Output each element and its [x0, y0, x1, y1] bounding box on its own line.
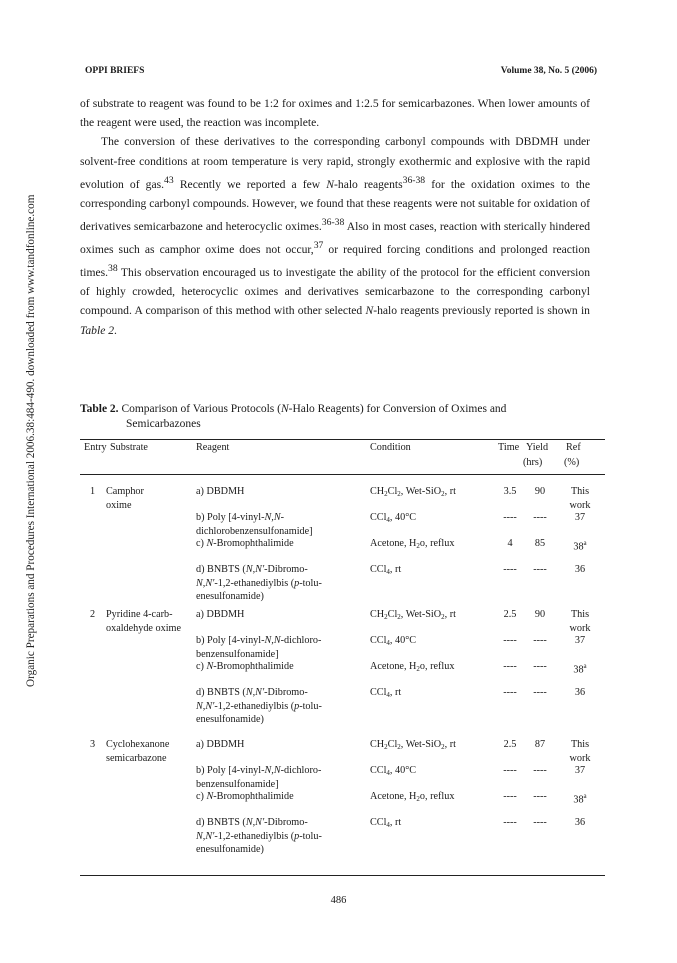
- citation-sup: 37: [313, 240, 324, 252]
- page-number: 486: [330, 895, 347, 906]
- cell-reagent: b) Poly [4-vinyl-N,N-dichloro- benzensulfonamide]: [196, 635, 322, 660]
- italic-n: N: [365, 304, 374, 318]
- cell-condition: CCl$_4$, rt: [370, 564, 402, 576]
- cell-condition: CCl$_4$, 40°C: [370, 765, 417, 777]
- header-substrate: Substrate: [110, 442, 148, 453]
- cell-entry: 1: [90, 486, 96, 497]
- cell-substrate: Camphor oxime: [106, 486, 144, 511]
- cell-yield: 85: [534, 538, 546, 549]
- cell-reagent: d) BNBTS (N,N'-Dibromo- N,N'-1,2-ethanediylbis (p-tolu- enesulfonamide): [196, 687, 322, 725]
- header-ref: Ref: [566, 442, 581, 453]
- header-entry: Entry: [84, 442, 107, 453]
- text-run: The conversion of these derivatives to the corresponding carbonyl compounds with DBDMH under solvent-free conditions at room temperature is very rapid, strongly exothermic and explosive with the rapid evolution of gas.: [80, 135, 590, 191]
- cell-yield: ----: [533, 817, 547, 828]
- citation-sup: 38: [108, 263, 118, 275]
- cell-time: ----: [503, 512, 517, 523]
- cell-ref: 38$^a$: [573, 792, 587, 806]
- cell-condition: $CH_2Cl_2$, Wet-SiO$_2$, rt: [370, 609, 456, 621]
- cell-yield: ----: [533, 564, 547, 575]
- running-header-right: Volume 38, No. 5 (2006): [500, 66, 597, 76]
- cell-reagent: d) BNBTS (N,N'-Dibromo- N,N'-1,2-ethanediylbis (p-tolu- enesulfonamide): [196, 564, 322, 602]
- cell-ref: 36: [574, 817, 586, 828]
- cell-time: ----: [503, 817, 517, 828]
- table-header: [80, 441, 605, 471]
- cell-yield: 90: [534, 486, 546, 497]
- table-reference: Table 2: [80, 323, 115, 337]
- header-time: Time: [498, 442, 520, 453]
- caption-text: Comparison of Various Protocols (: [118, 403, 281, 415]
- cell-time: 2.5: [503, 609, 517, 620]
- sidebar-download-note: Organic Preparations and Procedures International 2006.38:484-490. downloaded from www.tandfonline.com: [25, 194, 37, 687]
- header-reagent: Reagent: [196, 442, 230, 453]
- cell-entry: 2: [90, 609, 96, 620]
- text-run: -halo reagents previously reported is shown in: [373, 304, 590, 318]
- cell-substrate: Cyclohexanone semicarbazone: [106, 739, 170, 764]
- cell-ref: 36: [574, 687, 586, 698]
- cell-yield: ----: [533, 661, 547, 672]
- cell-time: ----: [503, 687, 517, 698]
- cell-ref: This work: [569, 486, 591, 511]
- text-run: .: [114, 323, 117, 337]
- cell-ref: 36: [574, 564, 586, 575]
- cell-reagent: b) Poly [4-vinyl-N,N- dichlorobenzensulfonamide]: [196, 512, 313, 537]
- table-top-rule: [80, 439, 605, 440]
- cell-ref: This work: [569, 739, 591, 764]
- cell-time: ----: [503, 791, 517, 802]
- cell-yield: 90: [534, 609, 546, 620]
- paragraph-1: of substrate to reagent was found to be 1:2 for oximes and 1:2.5 for semicarbazones. When lower amounts of the reagent were used, the reaction was incomplete.: [80, 97, 590, 130]
- table-header-rule: [80, 474, 605, 475]
- cell-time: 4: [507, 538, 513, 549]
- cell-yield: 87: [534, 739, 546, 750]
- header-time-unit: (hrs): [523, 457, 543, 468]
- table-bottom-rule: [80, 875, 605, 876]
- text-run: Also in most cases, reaction with sterically hindered oximes such as camphor oxime does not occur,: [80, 219, 591, 256]
- cell-condition: CCl$_4$, 40°C: [370, 635, 417, 647]
- cell-yield: ----: [533, 635, 547, 646]
- header-condition: Condition: [370, 442, 411, 453]
- cell-condition: $CH_2Cl_2$, Wet-SiO$_2$, rt: [370, 739, 456, 751]
- text-run: for the oxidation oximes to the corresponding carbonyl compounds. However, we found that these reagents were not suitable for oxidation of derivatives semicarbazone and heterocyclic oximes.: [80, 177, 590, 233]
- cell-ref: This work: [569, 609, 591, 634]
- cell-ref: 37: [574, 765, 586, 776]
- cell-condition: Acetone, $H_2o$, reflux: [370, 538, 455, 550]
- cell-condition: $CH_2Cl_2$, Wet-SiO$_2$, rt: [370, 486, 456, 498]
- cell-ref: 37: [574, 635, 586, 646]
- cell-condition: CCl$_4$, rt: [370, 817, 402, 829]
- cell-yield: ----: [533, 791, 547, 802]
- cell-condition: CCl$_4$, 40°C: [370, 512, 417, 524]
- cell-time: 3.5: [503, 486, 517, 497]
- citation-sup: 36-38: [402, 174, 426, 186]
- cell-condition: Acetone, $H_2o$, reflux: [370, 791, 455, 803]
- text-run: Recently we reported a few: [173, 177, 327, 191]
- header-yield-unit: (%): [564, 457, 580, 468]
- italic-n: N: [326, 177, 335, 191]
- cell-reagent: c) N-Bromophthalimide: [196, 538, 294, 549]
- cell-yield: ----: [533, 512, 547, 523]
- cell-entry: 3: [90, 739, 96, 750]
- cell-time: ----: [503, 661, 517, 672]
- cell-reagent: c) N-Bromophthalimide: [196, 791, 294, 802]
- text-run: or required forcing conditions and prolonged reaction times.: [80, 243, 590, 280]
- text-run: -halo reagents: [334, 177, 403, 191]
- text-run: This observation encouraged us to investigate the ability of the protocol for the efficient conversion of highly crowded, heterocyclic oximes and derivatives semicarbazone to the corresponding carbonyl compound. A comparison of this method with other selected: [80, 266, 590, 318]
- citation-sup: 43: [164, 174, 174, 186]
- cell-time: ----: [503, 635, 517, 646]
- cell-yield: ----: [533, 765, 547, 776]
- caption-text-line2: Semicarbazones: [126, 418, 201, 430]
- table-caption: [80, 402, 600, 432]
- body-text: [80, 94, 590, 340]
- cell-ref: 38$^a$: [573, 539, 587, 553]
- table-label: Table 2.: [80, 403, 119, 415]
- cell-reagent: a) DBDMH: [196, 486, 245, 497]
- cell-condition: Acetone, $H_2o$, reflux: [370, 661, 455, 673]
- cell-time: 2.5: [503, 739, 517, 750]
- cell-reagent: b) Poly [4-vinyl-N,N-dichloro- benzensulfonamide]: [196, 765, 322, 790]
- cell-ref: 37: [574, 512, 586, 523]
- cell-time: ----: [503, 765, 517, 776]
- cell-condition: CCl$_4$, rt: [370, 687, 402, 699]
- cell-yield: ----: [533, 687, 547, 698]
- cell-reagent: d) BNBTS (N,N'-Dibromo- N,N'-1,2-ethanediylbis (p-tolu- enesulfonamide): [196, 817, 322, 855]
- cell-reagent: a) DBDMH: [196, 739, 245, 750]
- caption-text: -Halo Reagents) for Conversion of Oximes and: [288, 403, 507, 415]
- cell-reagent: c) N-Bromophthalimide: [196, 661, 294, 672]
- header-yield: Yield: [526, 442, 549, 453]
- cell-ref: 38$^a$: [573, 662, 587, 676]
- cell-time: ----: [503, 564, 517, 575]
- cell-substrate: Pyridine 4-carb- oxaldehyde oxime: [106, 609, 181, 634]
- running-header-left: OPPI BRIEFS: [85, 66, 145, 76]
- paragraph-2: [80, 132, 590, 339]
- cell-reagent: a) DBDMH: [196, 609, 245, 620]
- caption-italic: N: [280, 403, 289, 415]
- citation-sup: 36-38: [321, 217, 345, 229]
